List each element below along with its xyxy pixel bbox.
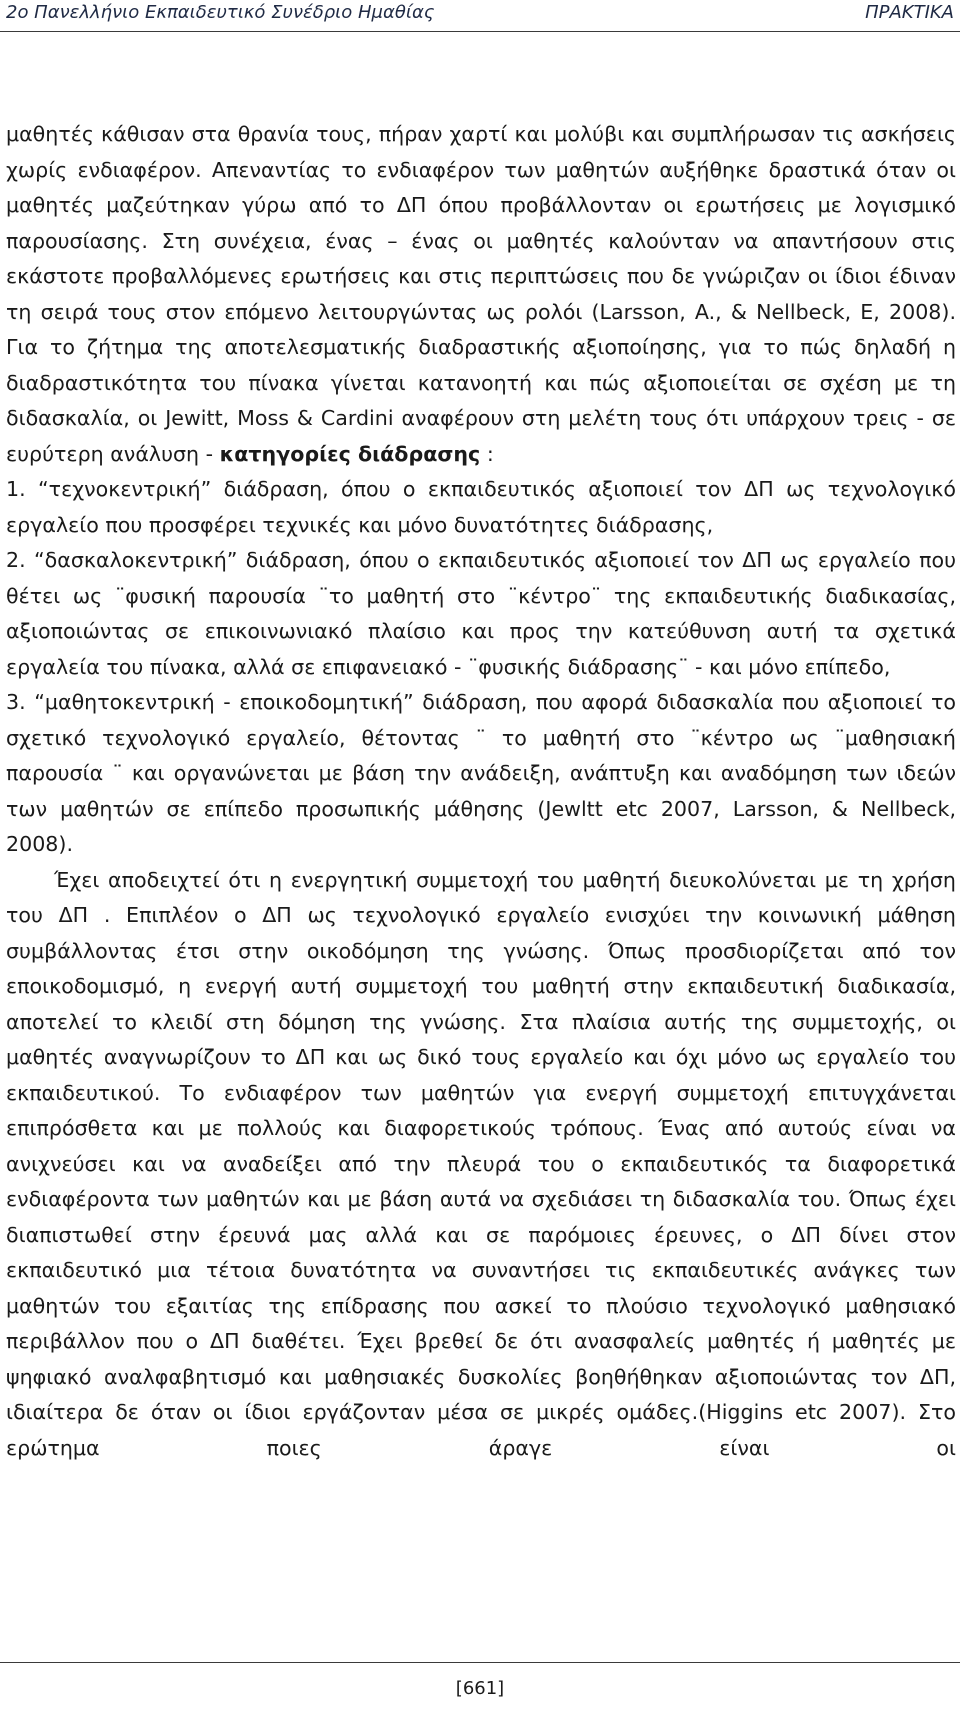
list-item-1: 1. “τεχνοκεντρική” διάδραση, όπου ο εκπαιδευτικός αξιοποιεί τον ΔΠ ως τεχνολογικό εργαλείο που προσφέρει τεχνικές και μόνο δυνατότητες διάδρασης, (6, 477, 956, 537)
conference-title: 2ο Πανελλήνιο Εκπαιδευτικό Συνέδριο Ημαθίας (6, 2, 435, 23)
document-body (6, 117, 956, 1466)
page-number: [661] (455, 1678, 505, 1699)
paragraph-intro (6, 117, 956, 472)
footer-divider (0, 1662, 960, 1663)
header-divider (0, 31, 960, 32)
paragraph-main: Έχει αποδειχτεί ότι η ενεργητική συμμετοχή του μαθητή διευκολύνεται με τη χρήση του ΔΠ . Επιπλέον ο ΔΠ ως τεχνολογικό εργαλείο ενισχύει την κοινωνική μάθηση συμβάλλοντας έτσι στην οικοδόμηση της γνώσης. Όπως προσδιορίζεται από τον εποικοδομισμό, η ενεργή αυτή συμμετοχή του μαθητή στην εκπαιδευτική διαδικασία, αποτελεί το κλειδί στη δόμηση της γνώσης. Στα πλαίσια αυτής της συμμετοχής, οι μαθητές αναγνωρίζουν το ΔΠ και ως δικό τους εργαλείο και όχι μόνο ως εργαλείο του εκπαιδευτικού. Το ενδιαφέρον των μαθητών για ενεργή συμμετοχή επιτυγχάνεται επιπρόσθετα και με πολλούς και διαφορετικούς τρόπους. Ένας από αυτούς είναι να ανιχνεύσει και να αναδείξει από την πλευρά του ο εκπαιδευτικός τα διαφορετικά ενδιαφέροντα των μαθητών και με βάση αυτά να σχεδιάσει τη διδασκαλία του. Όπως έχει διαπιστωθεί στην έρευνά μας αλλά και σε παρόμοιες έρευνες, ο ΔΠ δίνει στον εκπαιδευτικό μια τέτοια δυνατότητα να συναντήσει τις εκπαιδευτικές ανάγκες των μαθητών του εξαιτίας της επίδρασης που ασκεί το πλούσιο τεχνολογικό μαθησιακό περιβάλλον που ο ΔΠ διαθέτει. Έχει βρεθεί δε ότι ανασφαλείς μαθητές ή μαθητές με ψηφιακό αναλφαβητισμό και μαθησιακές δυσκολίες βοηθήθηκαν αξιοποιώντας τον ΔΠ, ιδιαίτερα δε όταν οι ίδιοι εργάζονταν μέσα σε μικρές ομάδες.(Higgins etc 2007). Στο ερώτημα ποιες άραγε είναι οι (6, 867, 956, 1460)
paragraph-intro-text: μαθητές κάθισαν στα θρανία τους, πήραν χαρτί και μολύβι και συμπλήρωσαν τις ασκήσεις χωρίς ενδιαφέρον. Απεναντίας το ενδιαφέρον των μαθητών αυξήθηκε δραστικά όταν οι μαθητές μαζεύτηκαν γύρω από το ΔΠ όπου προβάλλονταν οι ερωτήσεις με λογισμικό παρουσίασης. Στη συνέχεια, ένας – ένας οι μαθητές καλούνταν να απαντήσουν στις εκάστοτε προβαλλόμενες ερωτήσεις και στις περιπτώσεις που δε γνώριζαν οι ίδιοι έδιναν τη σειρά τους στον επόμενο λειτουργώντας ως ρολόι (Larsson, A., & Nellbeck, E, 2008). Για το ζήτημα της αποτελεσματικής διαδραστικής αξιοποίησης, για το πώς δηλαδή η διαδραστικότητα του πίνακα γίνεται κατανοητή και πώς αξιοποιείται σε σχέση με τη διδασκαλία, οι Jewitt, Moss & Cardini αναφέρουν στη μελέτη τους ότι υπάρχουν τρεις - σε ευρύτερη ανάλυση - (6, 122, 956, 466)
section-label: ΠΡΑΚΤΙΚΑ (865, 2, 954, 23)
list-item-3: 3. “μαθητοκεντρική - εποικοδομητική” διάδραση, που αφορά διδασκαλία που αξιοποιεί το σχετικό τεχνολογικό εργαλείο, θέτοντας ¨ το μαθητή στο ¨κέντρο ως ¨μαθησιακή παρουσία ¨ και οργανώνεται με βάση την ανάδειξη, ανάπτυξη και αναδόμηση των ιδεών των μαθητών σε επίπεδο προσωπικής μάθησης (Jewltt etc 2007, Larsson, & Nellbeck, 2008). (6, 690, 956, 856)
colon: : (486, 441, 494, 466)
bold-phrase: κατηγορίες διάδρασης (219, 441, 481, 466)
page-header (0, 0, 960, 36)
list-item-2: 2. “δασκαλοκεντρική” διάδραση, όπου ο εκπαιδευτικός αξιοποιεί τον ΔΠ ως εργαλείο που θέτει ως ¨φυσική παρουσία ¨το μαθητή στο ¨κέντρο¨ της εκπαιδευτικής διαδικασίας, αξιοποιώντας σε επικοινωνιακό πλαίσιο και προς την κατεύθυνση αυτή τα σχετικά εργαλεία του πίνακα, αλλά σε επιφανειακό - ¨φυσικής διάδρασης¨ - και μόνο επίπεδο, (6, 548, 956, 679)
